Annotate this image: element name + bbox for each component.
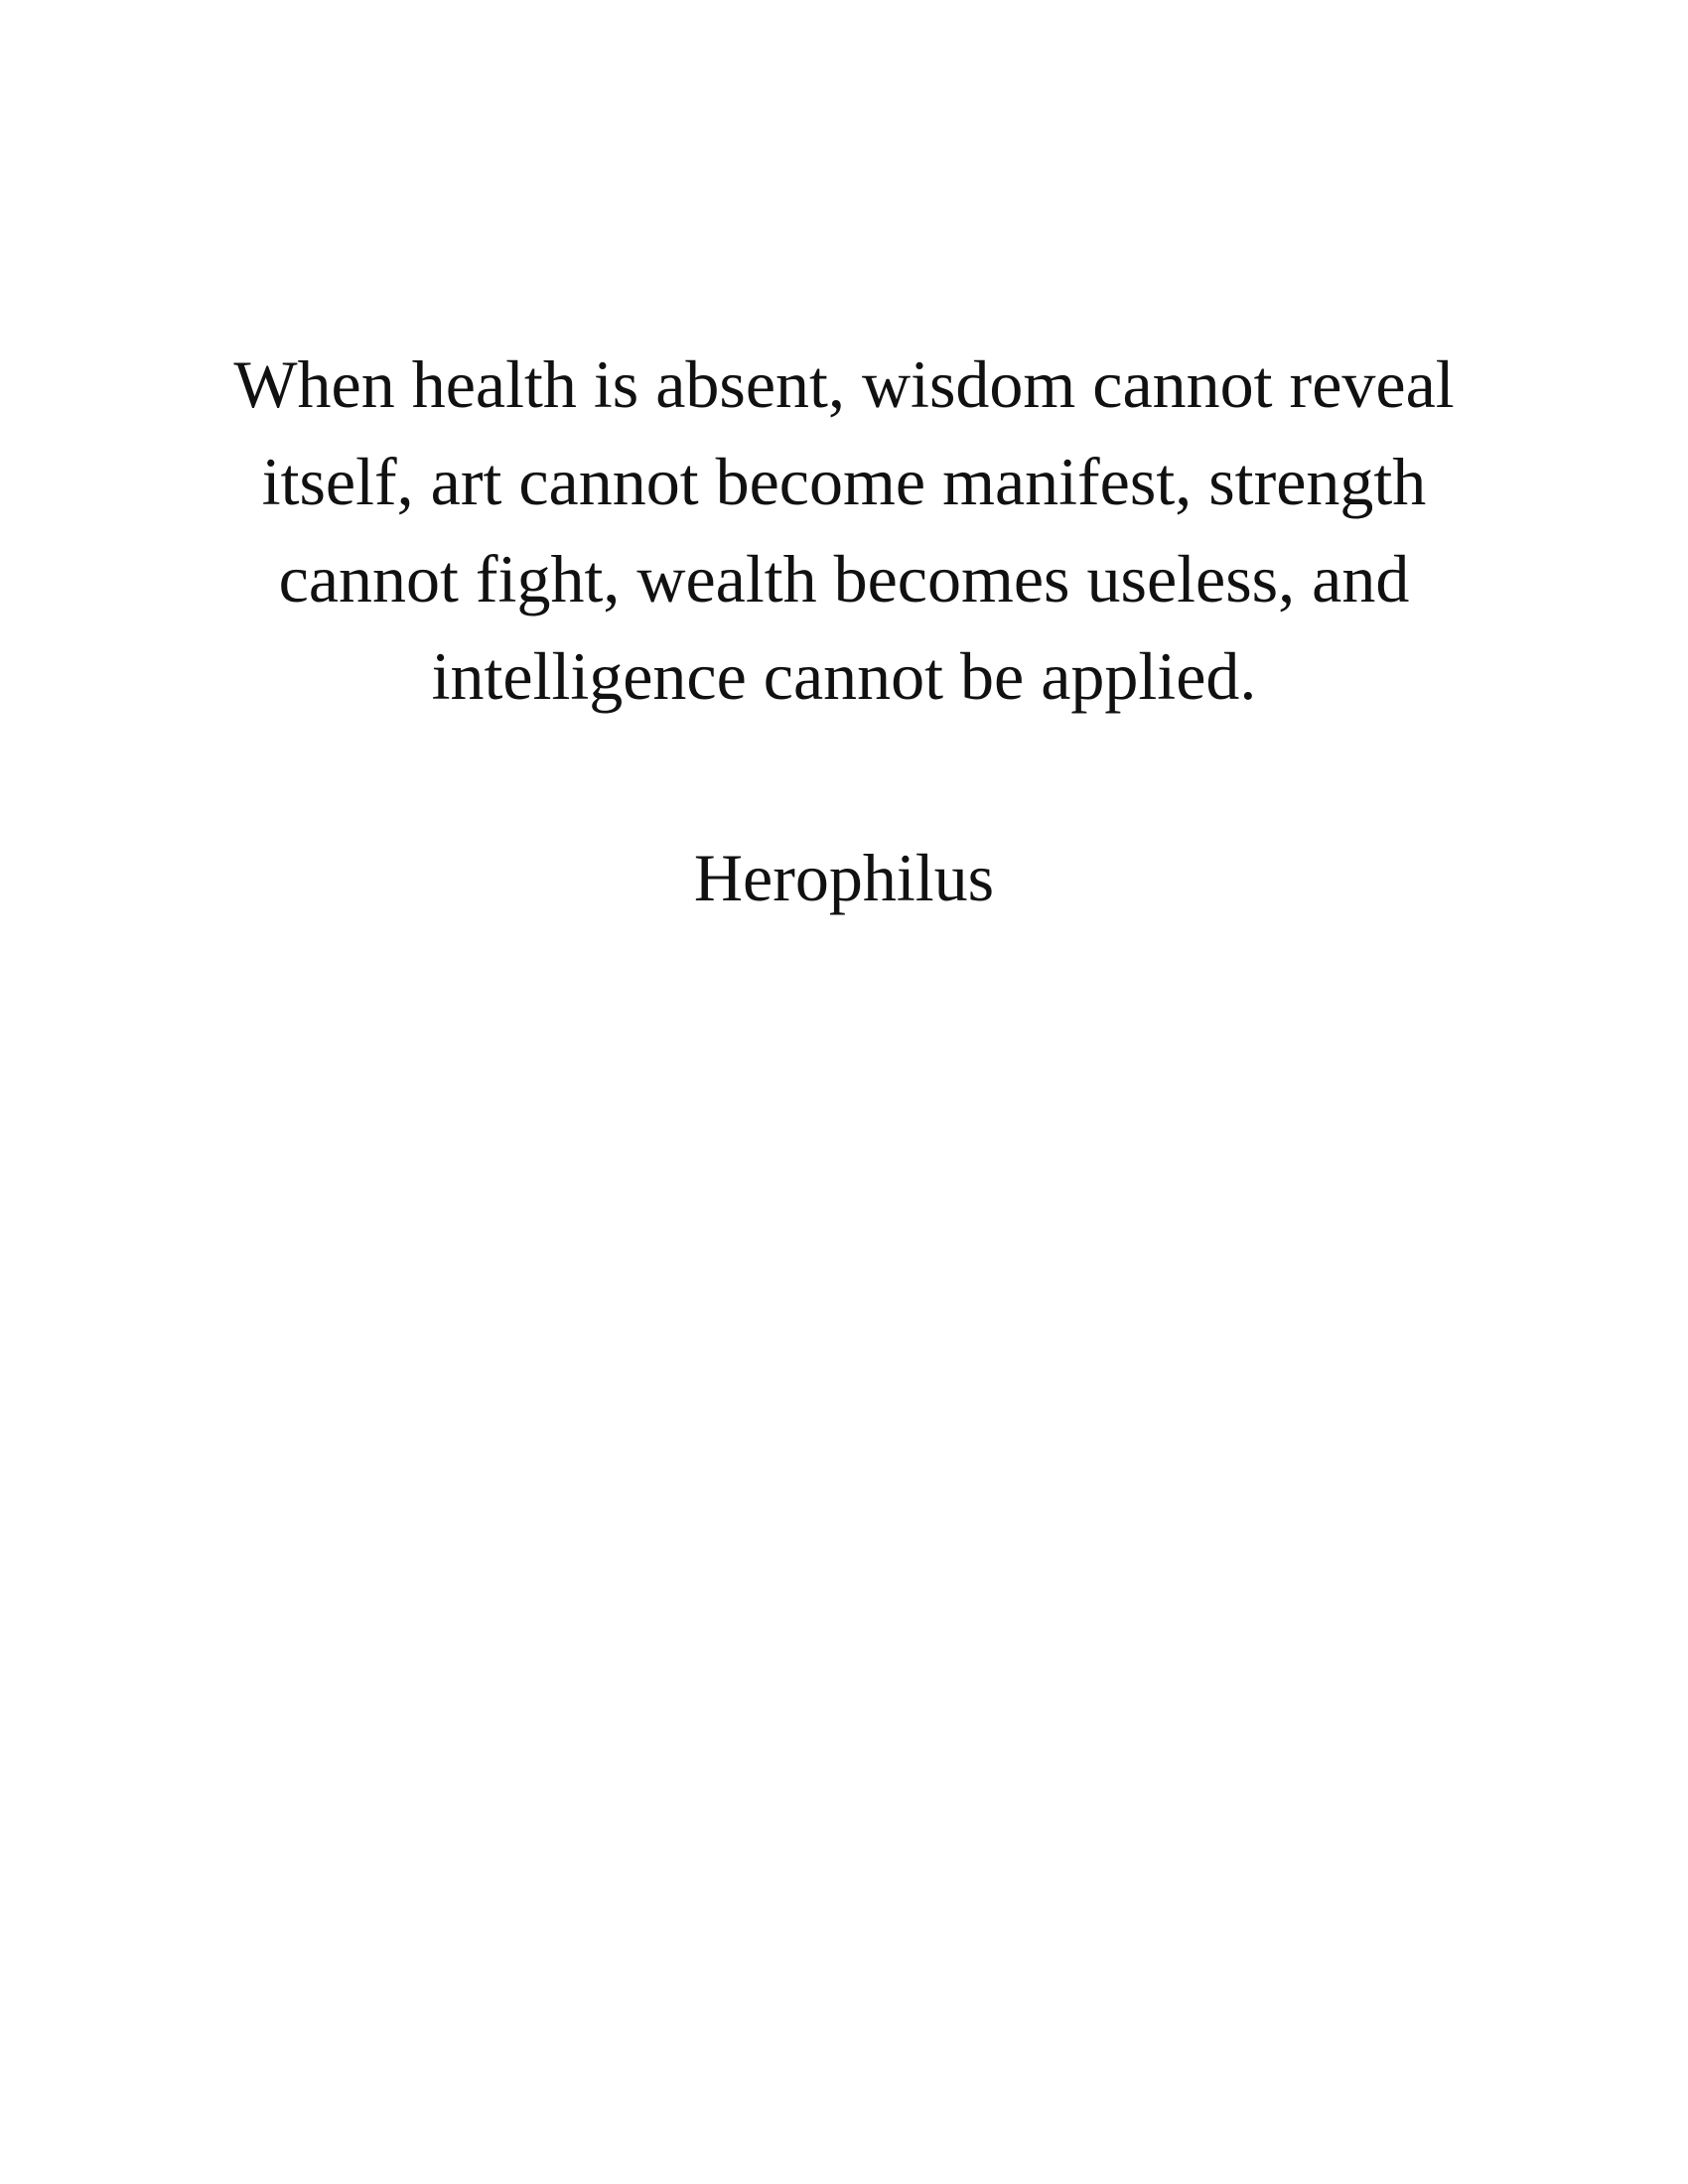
quote-text (0, 336, 1688, 725)
quote-author: Herophilus (693, 840, 995, 915)
quote-line: itself, art cannot become manifest, strength (261, 444, 1427, 519)
quote-line: intelligence cannot be applied. (431, 638, 1257, 714)
quote-line: When health is absent, wisdom cannot reveal (233, 346, 1455, 422)
quote-line: cannot fight, wealth becomes useless, and (278, 541, 1410, 616)
